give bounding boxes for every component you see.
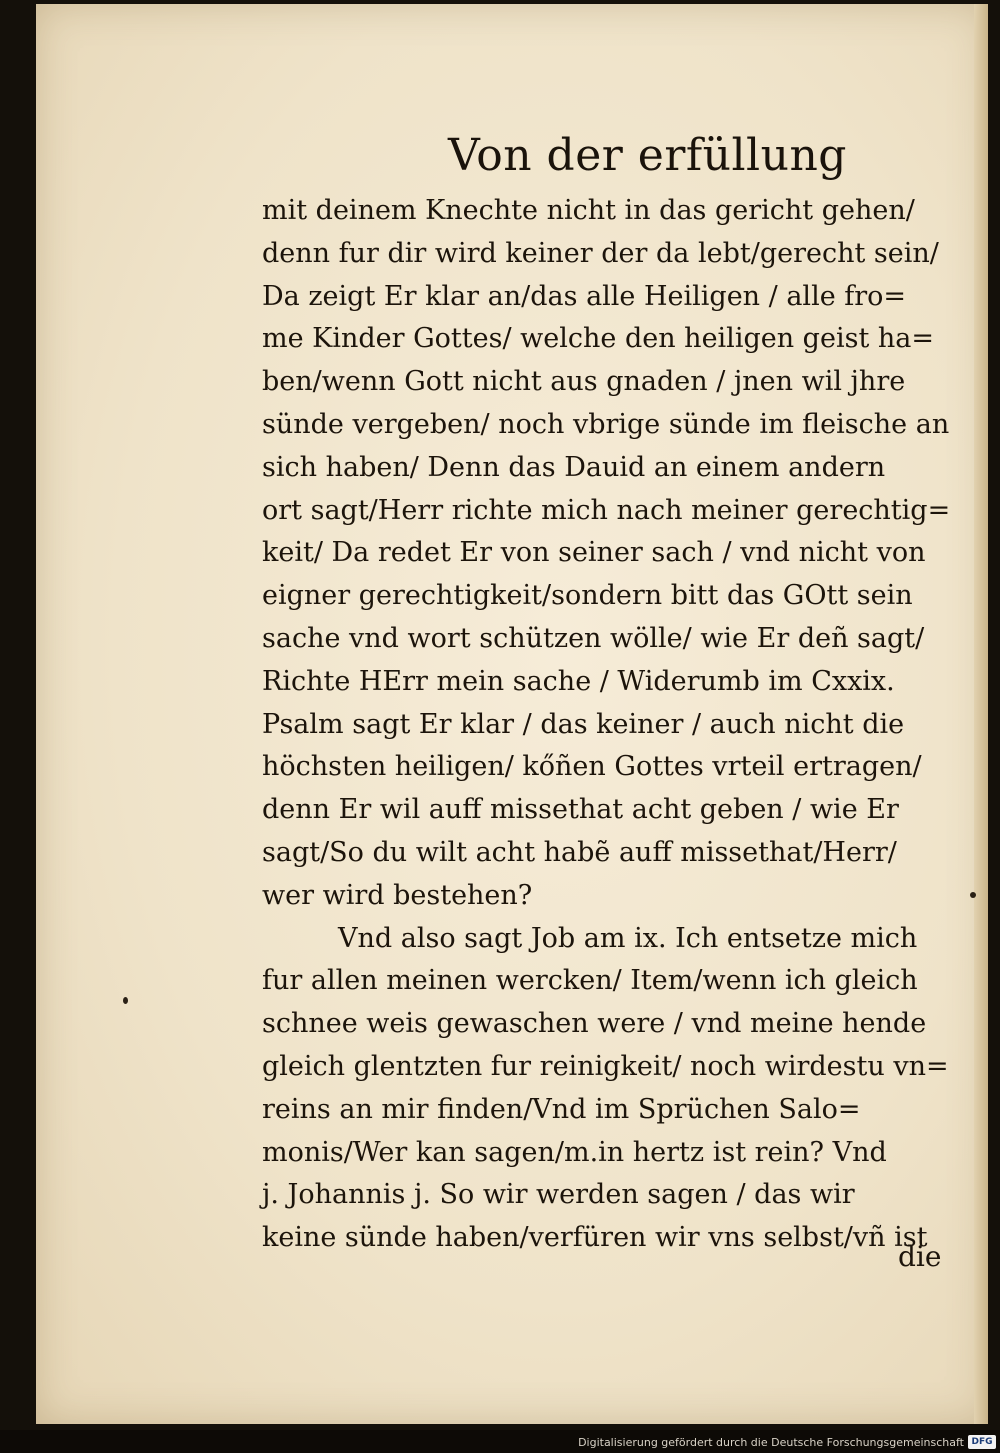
text-line: schnee weis gewaschen were / vnd meine hende xyxy=(262,1008,927,1040)
text-line: wer wird bestehen? xyxy=(262,879,533,911)
text-line: sache vnd wort schützen wölle/ wie Er deñ sagt/ xyxy=(262,622,925,654)
page-edge xyxy=(974,4,988,1424)
text-line: fur allen meinen wercken/ Item/wenn ich gleich xyxy=(262,965,918,997)
text-line: sünde vergeben/ noch vbrige sünde im fleische an xyxy=(262,408,950,440)
text-line: Da zeigt Er klar an/das alle Heiligen / alle fro= xyxy=(262,280,907,312)
text-line: me Kinder Gottes/ welche den heiligen geist ha= xyxy=(262,323,934,355)
text-line: Psalm sagt Er klar / das keiner / auch nicht die xyxy=(262,708,905,740)
ink-speck xyxy=(123,997,128,1004)
main-text-block xyxy=(262,190,962,1260)
text-line: j. Johannis j. So wir werden sagen / das wir xyxy=(262,1179,855,1211)
text-line: eigner gerechtigkeit/sondern bitt das GOtt sein xyxy=(262,580,913,612)
text-line: sagt/So du wilt acht habẽ auff missethat/Herr/ xyxy=(262,836,897,868)
text-line: höchsten heiligen/ kőñen Gottes vrteil ertragen/ xyxy=(262,751,922,783)
paragraph-start-line: Vnd also sagt Job am ix. Ich entsetze mich xyxy=(338,922,918,954)
text-line: Richte HErr mein sache / Widerumb im Cxxix. xyxy=(262,665,895,697)
digitization-credit: Digitalisierung gefördert durch die Deutsche Forschungsgemeinschaft xyxy=(578,1436,964,1449)
running-head: Von der erfüllung xyxy=(448,130,847,181)
text-line: sich haben/ Denn das Dauid an einem andern xyxy=(262,451,886,483)
text-line: reins an mir finden/Vnd im Sprüchen Salo= xyxy=(262,1093,861,1125)
text-line: gleich glentzten fur reinigkeit/ noch wirdestu vn= xyxy=(262,1050,949,1082)
dfg-logo: DFG xyxy=(968,1435,996,1449)
catchword: die xyxy=(898,1240,942,1273)
text-line: ort sagt/Herr richte mich nach meiner gerechtig= xyxy=(262,494,951,526)
text-line: mit deinem Knechte nicht in das gericht gehen/ xyxy=(262,195,915,226)
text-line: keine sünde haben/verfüren wir vns selbst/vñ ist xyxy=(262,1222,928,1254)
text-line: denn fur dir wird keiner der da lebt/gerecht sein/ xyxy=(262,237,939,269)
text-line: denn Er wil auff missethat acht geben / wie Er xyxy=(262,794,899,826)
ink-speck xyxy=(970,892,976,898)
text-line: keit/ Da redet Er von seiner sach / vnd nicht von xyxy=(262,537,926,569)
text-line: monis/Wer kan sagen/m.in hertz ist rein? Vnd xyxy=(262,1136,887,1168)
text-line: ben/wenn Gott nicht aus gnaden / jnen wil jhre xyxy=(262,366,906,398)
